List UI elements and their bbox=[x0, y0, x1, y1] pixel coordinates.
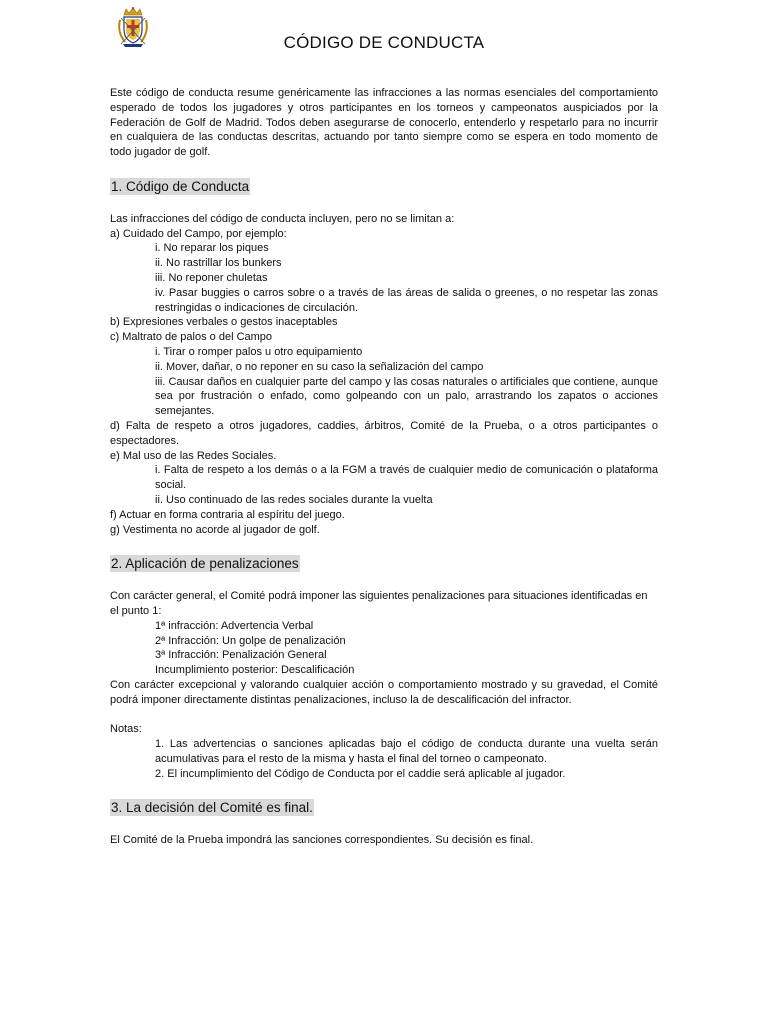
item-a: a) Cuidado del Campo, por ejemplo: bbox=[110, 227, 287, 240]
section-heading-2: 2. Aplicación de penalizaciones bbox=[111, 556, 299, 572]
note-item: 2. El incumplimiento del Código de Conducta por el caddie será aplicable al jugador. bbox=[155, 767, 566, 780]
intro-paragraph: Este código de conducta resume genéricamente las infracciones a las normas esenciales del comportamiento esperado de todos los jugadores y otros participantes en los torneos y campeonatos auspiciados por la Federación de Golf de Madrid. Todos deben asegurarse de conocerlo, entenderlo y respetarlo para no incurrir en cualquiera de las conductas descritas, actuando por tanto siempre como se espera en todo momento de todo jugador de golf. bbox=[110, 87, 658, 159]
section2-lead: Con carácter general, el Comité podrá imponer las siguientes penalizaciones para situaciones identificadas en el punto 1: bbox=[110, 590, 648, 617]
item-c: c) Maltrato de palos o del Campo bbox=[110, 331, 273, 344]
penalty-item: Incumplimiento posterior: Descalificación bbox=[155, 664, 355, 677]
note-item: 1. Las advertencias o sanciones aplicadas bajo el código de conducta durante una vuelta serán acumulativas para el resto de la misma y hasta el final del torneo o campeonato. bbox=[155, 738, 658, 765]
page-title: CÓDIGO DE CONDUCTA bbox=[283, 33, 485, 52]
item-g: g) Vestimenta no acorde al jugador de golf. bbox=[110, 523, 320, 536]
list-item: iv. Pasar buggies o carros sobre o a través de las áreas de salida o greenes, o no respetar las zonas restringidas o indicaciones de circulación. bbox=[155, 286, 658, 314]
exception-paragraph: Con carácter excepcional y valorando cualquier acción o comportamiento mostrado y su gravedad, el Comité podrá imponer directamente distintas penalizaciones, incluso la de descalificación del infractor. bbox=[110, 678, 658, 706]
list-item: ii. Uso continuado de las redes sociales durante la vuelta bbox=[155, 493, 433, 506]
list-item: iii. No reponer chuletas bbox=[155, 271, 268, 284]
penalty-item: 1ª infracción: Advertencia Verbal bbox=[155, 619, 314, 632]
item-b: b) Expresiones verbales o gestos inaceptables bbox=[110, 316, 338, 329]
item-f: f) Actuar en forma contraria al espíritu del juego. bbox=[110, 508, 345, 521]
list-item: ii. Mover, dañar, o no reponer en su caso la señalización del campo bbox=[155, 360, 484, 373]
list-item: i. Tirar o romper palos u otro equipamiento bbox=[155, 345, 363, 358]
list-item: i. No reparar los piques bbox=[155, 242, 269, 255]
section3-text: El Comité de la Prueba impondrá las sanciones correspondientes. Su decisión es final. bbox=[110, 834, 534, 847]
document-body bbox=[110, 86, 658, 848]
list-item: i. Falta de respeto a los demás o a la FGM a través de cualquier medio de comunicación o plataforma social. bbox=[155, 464, 658, 492]
section-heading-3: 3. La decisión del Comité es final. bbox=[111, 800, 313, 816]
penalty-item: 3ª Infracción: Penalización General bbox=[155, 649, 327, 662]
notes-label: Notas: bbox=[110, 723, 142, 736]
list-item: iii. Causar daños en cualquier parte del campo y las cosas naturales o artificiales que contiene, aunque sea por frustración o enfado, como golpeando con un palo, arrastrando los zapatos o acciones semejantes. bbox=[155, 375, 658, 418]
penalty-item: 2ª Infracción: Un golpe de penalización bbox=[155, 634, 346, 647]
item-d: d) Falta de respeto a otros jugadores, caddies, árbitros, Comité de la Prueba, o a otros participantes o espectadores. bbox=[110, 419, 658, 447]
section1-lead: Las infracciones del código de conducta incluyen, pero no se limitan a: bbox=[110, 212, 455, 225]
item-e: e) Mal uso de las Redes Sociales. bbox=[110, 449, 277, 462]
list-item: ii. No rastrillar los bunkers bbox=[155, 257, 282, 270]
section-heading-1: 1. Código de Conducta bbox=[111, 178, 250, 194]
